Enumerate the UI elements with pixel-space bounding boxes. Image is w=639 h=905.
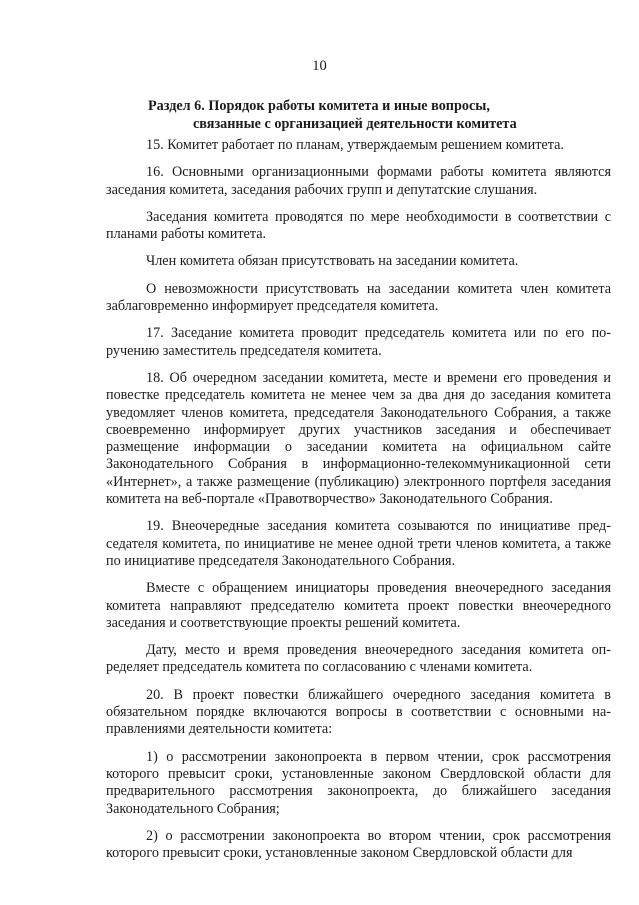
paragraph: О невозможности присутствовать на заседании комитета член комитета заблаговременно информирует председателя комитета. (106, 280, 611, 315)
paragraph: 16. Основными организационными формами работы комитета являются заседания комитета, заседания рабочих групп и депутатские слушания. (106, 164, 611, 198)
paragraph: 20. В проект повестки ближайшего очередного заседания комитета в обязательном порядке включаются вопросы в соответствии с основными направлениями деятельности комитета: (106, 686, 611, 738)
paragraph: 2) о рассмотрении законопроекта во втором чтении, срок рассмотрения которого превысит сроки, установленные законом Свердловской области для (106, 827, 611, 862)
paragraph: Дату, место и время проведения внеочередного заседания комитета определяет председатель комитета по согласованию с членами комитета. (106, 642, 611, 676)
paragraph: 1) о рассмотрении законопроекта в первом чтении, срок рассмотрения которого превысит сроки, установленные законом Свердловской области для предварительного рассмотрения законопроекта, до ближайшего заседания Законодательного Собрания; (106, 748, 611, 817)
paragraph: 15. Комитет работает по планам, утверждаемым решением комитета. (146, 137, 564, 153)
paragraph: Заседания комитета проводятся по мере необходимости в соответствии с планами работы комитета. (106, 208, 611, 243)
document-body (106, 137, 611, 872)
paragraph: Член комитета обязан присутствовать на заседании комитета. (146, 253, 519, 270)
section-heading (148, 97, 568, 133)
paragraph: 18. Об очередном заседании комитета, месте и времени его проведения и повестке председатель комитета не менее чем за два дня до заседания комитета уведомляет членов комитета, председателя Законодательного Собрания, а также своевременно информирует других участников заседания и обеспечивает размещение информации о заседании комитета на официальном сайте Законодательного Собрания в информационно-телекоммуникационной сети «Интернет», а также размещение (публикацию) электронного портфеля заседания комитета на веб-портале «Правотворчество» Законодательного Собрания. (106, 369, 611, 508)
paragraph: Вместе с обращением инициаторы проведения внеочередного заседания комитета направляют председателю комитета проект повестки внеочередного заседания и соответствующие проекты решений комитета. (106, 580, 611, 631)
section-heading-line-1: Раздел 6. Порядок работы комитета и иные вопросы, (148, 98, 490, 114)
page-number: 10 (312, 58, 327, 74)
paragraph: 19. Внеочередные заседания комитета созываются по инициативе председателя комитета, по инициативе не менее одной трети членов комитета, а также по инициативе председателя Законодательного Собрания. (106, 518, 611, 569)
section-heading-line-2: связанные с организацией деятельности комитета (193, 116, 517, 132)
paragraph: 17. Заседание комитета проводит председатель комитета или по его поручению заместитель председателя комитета. (106, 325, 611, 359)
